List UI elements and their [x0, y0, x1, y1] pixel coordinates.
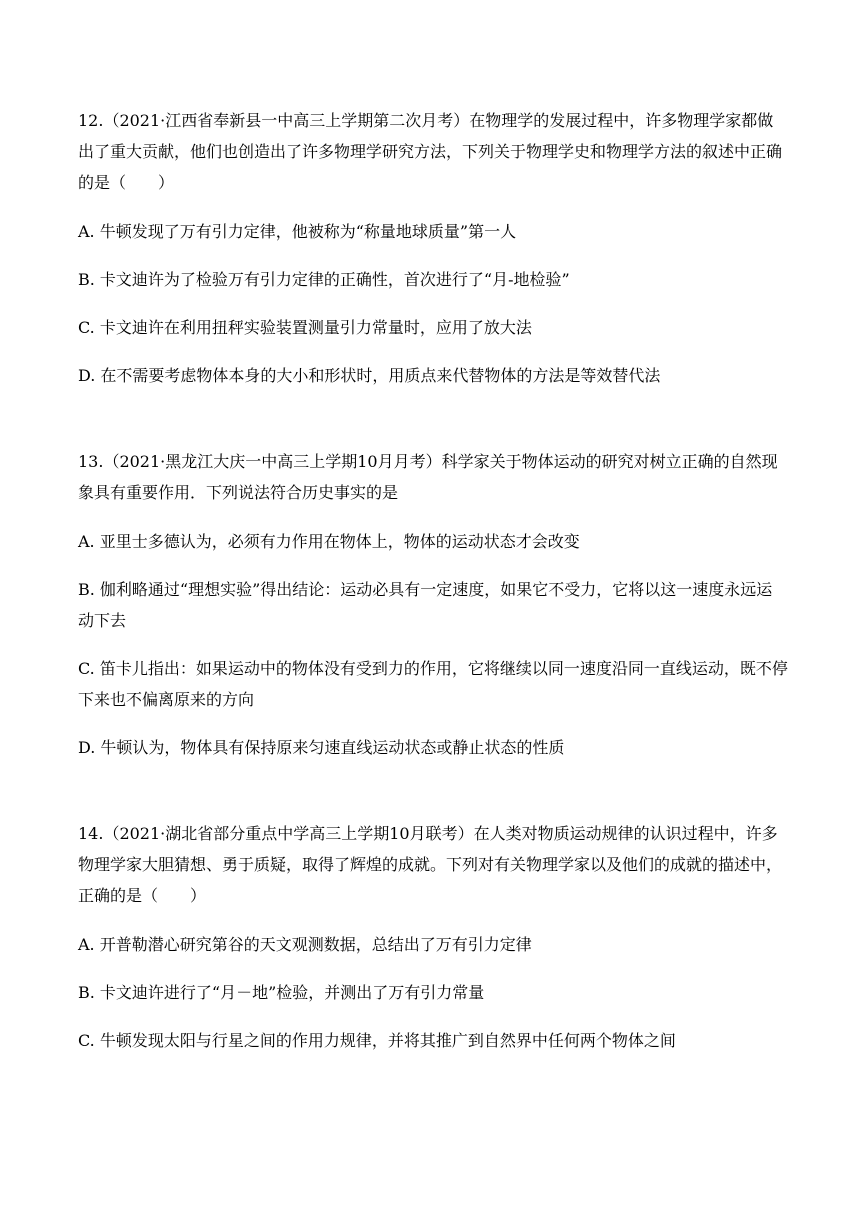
option-b: B. 卡文迪许进行了“月－地”检验，并测出了万有引力常量 [78, 983, 485, 1002]
option-c: C. 笛卡儿指出：如果运动中的物体没有受到力的作用，它将继续以同一速度沿同一直线运动，既不停下来也不偏离原来的方向 [78, 659, 788, 709]
option-b: B. 卡文迪许为了检验万有引力定律的正确性，首次进行了“月-地检验” [78, 270, 570, 289]
question-12 [78, 105, 788, 391]
document-page [78, 105, 788, 1073]
option-a: A. 开普勒潜心研究第谷的天文观测数据，总结出了万有引力定律 [78, 935, 532, 954]
option-c: C. 卡文迪许在利用扭秤实验装置测量引力常量时，应用了放大法 [78, 318, 532, 337]
question-stem: 12.（2021·江西省奉新县一中高三上学期第二次月考）在物理学的发展过程中，许多物理学家都做出了重大贡献，他们也创造出了许多物理学研究方法，下列关于物理学史和物理学方法的叙述中正确的是（ ） [78, 111, 783, 192]
question-14 [78, 818, 788, 1056]
question-stem: 14.（2021·湖北省部分重点中学高三上学期10月联考）在人类对物质运动规律的认识过程中，许多物理学家大胆猜想、勇于质疑，取得了辉煌的成就。下列对有关物理学家以及他们的成就的描述中，正确的是（ ） [78, 824, 783, 905]
option-b: B. 伽利略通过“理想实验”得出结论：运动必具有一定速度，如果它不受力，它将以这一速度永远运动下去 [78, 580, 773, 630]
option-c: C. 牛顿发现太阳与行星之间的作用力规律，并将其推广到自然界中任何两个物体之间 [78, 1031, 676, 1050]
option-a: A. 牛顿发现了万有引力定律，他被称为“称量地球质量”第一人 [78, 222, 517, 241]
question-13 [78, 446, 788, 763]
option-a: A. 亚里士多德认为，必须有力作用在物体上，物体的运动状态才会改变 [78, 532, 580, 551]
question-stem: 13.（2021·黑龙江大庆一中高三上学期10月月考）科学家关于物体运动的研究对树立正确的自然现象具有重要作用．下列说法符合历史事实的是 [78, 452, 778, 502]
option-d: D. 在不需要考虑物体本身的大小和形状时，用质点来代替物体的方法是等效替代法 [78, 366, 661, 385]
option-d: D. 牛顿认为，物体具有保持原来匀速直线运动状态或静止状态的性质 [78, 738, 565, 757]
